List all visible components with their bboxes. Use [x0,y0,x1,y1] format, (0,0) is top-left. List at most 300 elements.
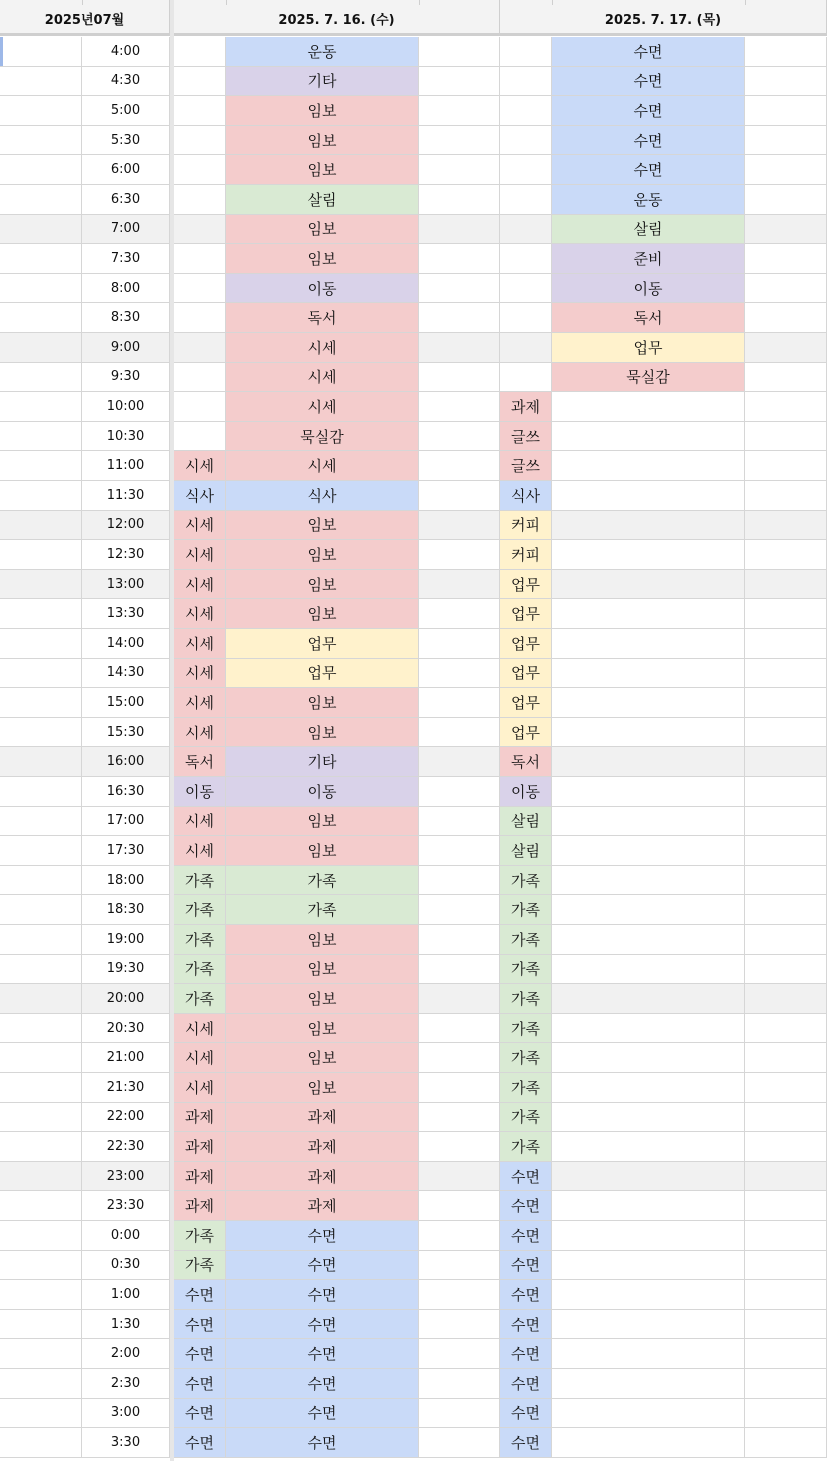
day2-sub-cell[interactable]: 수면 [500,1369,552,1398]
day2-main-cell[interactable] [552,1251,745,1280]
day2-sub-cell[interactable]: 수면 [500,1310,552,1339]
day2-extra-cell[interactable] [745,659,827,688]
time-cell[interactable]: 7:30 [82,244,170,273]
day2-extra-cell[interactable] [745,303,827,332]
time-cell[interactable]: 22:00 [82,1103,170,1132]
day1-main-cell[interactable]: 가족 [226,866,419,895]
time-cell[interactable]: 10:00 [82,392,170,421]
day2-sub-cell[interactable]: 독서 [500,747,552,776]
day2-sub-cell[interactable] [500,96,552,125]
day2-sub-cell[interactable] [500,37,552,66]
day1-extra-cell[interactable] [419,126,500,155]
time-cell[interactable]: 6:00 [82,155,170,184]
day1-extra-cell[interactable] [419,363,500,392]
day2-sub-cell[interactable]: 업무 [500,570,552,599]
time-cell[interactable]: 3:00 [82,1399,170,1428]
header-day1-cell[interactable] [174,0,500,36]
time-cell[interactable]: 23:30 [82,1191,170,1220]
day2-main-cell[interactable] [552,1103,745,1132]
day2-extra-cell[interactable] [745,925,827,954]
blank-cell[interactable] [0,1073,82,1102]
day2-extra-cell[interactable] [745,1280,827,1309]
day2-extra-cell[interactable] [745,392,827,421]
day2-main-cell[interactable] [552,1310,745,1339]
day1-sub-cell[interactable]: 독서 [174,747,226,776]
day2-extra-cell[interactable] [745,1339,827,1368]
day1-sub-cell[interactable]: 가족 [174,866,226,895]
day2-sub-cell[interactable] [500,363,552,392]
day1-extra-cell[interactable] [419,777,500,806]
day1-extra-cell[interactable] [419,1162,500,1191]
day2-sub-cell[interactable]: 수면 [500,1280,552,1309]
day2-extra-cell[interactable] [745,185,827,214]
day2-main-cell[interactable] [552,866,745,895]
day2-extra-cell[interactable] [745,629,827,658]
blank-cell[interactable] [0,185,82,214]
day1-main-cell[interactable]: 수면 [226,1310,419,1339]
day1-main-cell[interactable]: 시세 [226,392,419,421]
day2-main-cell[interactable] [552,747,745,776]
time-cell[interactable]: 17:30 [82,836,170,865]
day1-sub-cell[interactable] [174,303,226,332]
day1-extra-cell[interactable] [419,599,500,628]
day2-extra-cell[interactable] [745,422,827,451]
day1-sub-cell[interactable] [174,155,226,184]
time-cell[interactable]: 16:00 [82,747,170,776]
day2-extra-cell[interactable] [745,363,827,392]
day1-extra-cell[interactable] [419,451,500,480]
blank-cell[interactable] [0,866,82,895]
day2-extra-cell[interactable] [745,599,827,628]
day2-extra-cell[interactable] [745,1014,827,1043]
day1-extra-cell[interactable] [419,1251,500,1280]
day1-sub-cell[interactable]: 가족 [174,984,226,1013]
day1-main-cell[interactable]: 업무 [226,659,419,688]
day2-extra-cell[interactable] [745,1399,827,1428]
day2-extra-cell[interactable] [745,984,827,1013]
time-cell[interactable]: 2:30 [82,1369,170,1398]
day1-sub-cell[interactable]: 가족 [174,925,226,954]
time-cell[interactable]: 9:30 [82,363,170,392]
day2-main-cell[interactable] [552,570,745,599]
time-cell[interactable]: 10:30 [82,422,170,451]
day2-extra-cell[interactable] [745,155,827,184]
blank-cell[interactable] [0,244,82,273]
day2-main-cell[interactable]: 수면 [552,126,745,155]
blank-cell[interactable] [0,215,82,244]
day2-main-cell[interactable] [552,984,745,1013]
blank-cell[interactable] [0,37,82,66]
blank-cell[interactable] [0,392,82,421]
day1-main-cell[interactable]: 임보 [226,570,419,599]
day1-extra-cell[interactable] [419,1339,500,1368]
time-cell[interactable]: 12:30 [82,540,170,569]
day1-extra-cell[interactable] [419,215,500,244]
time-cell[interactable]: 18:30 [82,895,170,924]
time-cell[interactable]: 0:30 [82,1251,170,1280]
day2-extra-cell[interactable] [745,540,827,569]
day2-sub-cell[interactable]: 업무 [500,629,552,658]
day1-main-cell[interactable]: 과제 [226,1162,419,1191]
day2-extra-cell[interactable] [745,1191,827,1220]
day1-main-cell[interactable]: 임보 [226,1043,419,1072]
time-cell[interactable]: 12:00 [82,511,170,540]
day1-sub-cell[interactable]: 수면 [174,1280,226,1309]
blank-cell[interactable] [0,1103,82,1132]
day1-sub-cell[interactable]: 시세 [174,629,226,658]
day1-sub-cell[interactable]: 가족 [174,1221,226,1250]
day1-main-cell[interactable]: 식사 [226,481,419,510]
time-cell[interactable]: 16:30 [82,777,170,806]
blank-cell[interactable] [0,1339,82,1368]
day1-extra-cell[interactable] [419,185,500,214]
day1-main-cell[interactable]: 임보 [226,955,419,984]
time-cell[interactable]: 4:00 [82,37,170,66]
day2-extra-cell[interactable] [745,777,827,806]
day2-sub-cell[interactable]: 수면 [500,1339,552,1368]
day2-main-cell[interactable] [552,836,745,865]
day2-main-cell[interactable] [552,659,745,688]
day2-sub-cell[interactable]: 가족 [500,1103,552,1132]
day2-sub-cell[interactable]: 가족 [500,1043,552,1072]
day1-sub-cell[interactable]: 식사 [174,481,226,510]
day1-extra-cell[interactable] [419,422,500,451]
day1-sub-cell[interactable]: 이동 [174,777,226,806]
blank-cell[interactable] [0,570,82,599]
day1-extra-cell[interactable] [419,1014,500,1043]
day2-extra-cell[interactable] [745,1221,827,1250]
day1-main-cell[interactable]: 임보 [226,511,419,540]
day2-main-cell[interactable]: 수면 [552,96,745,125]
day1-sub-cell[interactable]: 시세 [174,807,226,836]
day1-sub-cell[interactable] [174,244,226,273]
day1-sub-cell[interactable]: 시세 [174,540,226,569]
day2-sub-cell[interactable]: 살림 [500,807,552,836]
time-cell[interactable]: 23:00 [82,1162,170,1191]
day2-extra-cell[interactable] [745,274,827,303]
day2-main-cell[interactable] [552,1428,745,1457]
day2-extra-cell[interactable] [745,1428,827,1457]
blank-cell[interactable] [0,481,82,510]
blank-cell[interactable] [0,451,82,480]
day2-sub-cell[interactable] [500,244,552,273]
day1-sub-cell[interactable]: 수면 [174,1339,226,1368]
blank-cell[interactable] [0,274,82,303]
day1-sub-cell[interactable] [174,422,226,451]
day2-main-cell[interactable] [552,1399,745,1428]
day1-extra-cell[interactable] [419,274,500,303]
day1-extra-cell[interactable] [419,333,500,362]
day2-extra-cell[interactable] [745,747,827,776]
day2-main-cell[interactable] [552,392,745,421]
time-cell[interactable]: 13:30 [82,599,170,628]
day2-main-cell[interactable]: 독서 [552,303,745,332]
blank-cell[interactable] [0,659,82,688]
day1-extra-cell[interactable] [419,984,500,1013]
day2-main-cell[interactable] [552,629,745,658]
time-cell[interactable]: 3:30 [82,1428,170,1457]
day2-main-cell[interactable] [552,511,745,540]
day2-sub-cell[interactable]: 과제 [500,392,552,421]
day1-sub-cell[interactable] [174,333,226,362]
blank-cell[interactable] [0,1043,82,1072]
day1-sub-cell[interactable]: 시세 [174,1073,226,1102]
day2-main-cell[interactable]: 운동 [552,185,745,214]
day1-sub-cell[interactable]: 가족 [174,955,226,984]
blank-cell[interactable] [0,1399,82,1428]
day1-main-cell[interactable]: 독서 [226,303,419,332]
day1-main-cell[interactable]: 살림 [226,185,419,214]
day1-main-cell[interactable]: 묵실감 [226,422,419,451]
day1-extra-cell[interactable] [419,1191,500,1220]
blank-cell[interactable] [0,807,82,836]
day2-sub-cell[interactable]: 가족 [500,866,552,895]
day1-extra-cell[interactable] [419,1428,500,1457]
blank-cell[interactable] [0,540,82,569]
day2-sub-cell[interactable]: 수면 [500,1162,552,1191]
day1-main-cell[interactable]: 기타 [226,67,419,96]
day2-main-cell[interactable] [552,422,745,451]
day2-sub-cell[interactable]: 가족 [500,984,552,1013]
day2-sub-cell[interactable]: 수면 [500,1428,552,1457]
day2-sub-cell[interactable]: 가족 [500,925,552,954]
blank-cell[interactable] [0,333,82,362]
day1-main-cell[interactable]: 임보 [226,540,419,569]
day1-main-cell[interactable]: 시세 [226,451,419,480]
day2-sub-cell[interactable]: 수면 [500,1191,552,1220]
day2-sub-cell[interactable] [500,185,552,214]
blank-cell[interactable] [0,363,82,392]
day1-sub-cell[interactable]: 시세 [174,836,226,865]
day2-main-cell[interactable] [552,481,745,510]
day2-sub-cell[interactable]: 업무 [500,599,552,628]
day1-main-cell[interactable]: 기타 [226,747,419,776]
day1-main-cell[interactable]: 운동 [226,37,419,66]
day1-extra-cell[interactable] [419,37,500,66]
day2-main-cell[interactable] [552,1162,745,1191]
day1-main-cell[interactable]: 수면 [226,1221,419,1250]
day2-main-cell[interactable] [552,1191,745,1220]
day2-main-cell[interactable] [552,1014,745,1043]
day2-extra-cell[interactable] [745,67,827,96]
time-cell[interactable]: 20:30 [82,1014,170,1043]
day2-extra-cell[interactable] [745,333,827,362]
time-cell[interactable]: 6:30 [82,185,170,214]
blank-cell[interactable] [0,511,82,540]
blank-cell[interactable] [0,895,82,924]
time-cell[interactable]: 2:00 [82,1339,170,1368]
time-cell[interactable]: 8:00 [82,274,170,303]
day2-main-cell[interactable]: 살림 [552,215,745,244]
day1-sub-cell[interactable]: 수면 [174,1310,226,1339]
day1-extra-cell[interactable] [419,1043,500,1072]
day2-main-cell[interactable] [552,925,745,954]
header-month-cell[interactable] [0,0,170,36]
blank-cell[interactable] [0,688,82,717]
day1-main-cell[interactable]: 과제 [226,1103,419,1132]
blank-cell[interactable] [0,303,82,332]
day2-main-cell[interactable] [552,599,745,628]
day1-extra-cell[interactable] [419,481,500,510]
day1-sub-cell[interactable]: 시세 [174,718,226,747]
day2-extra-cell[interactable] [745,37,827,66]
day2-extra-cell[interactable] [745,1103,827,1132]
day1-main-cell[interactable]: 임보 [226,718,419,747]
time-cell[interactable]: 4:30 [82,67,170,96]
day2-main-cell[interactable] [552,540,745,569]
time-cell[interactable]: 9:00 [82,333,170,362]
day1-main-cell[interactable]: 임보 [226,215,419,244]
day2-extra-cell[interactable] [745,718,827,747]
blank-cell[interactable] [0,777,82,806]
blank-cell[interactable] [0,629,82,658]
day1-extra-cell[interactable] [419,688,500,717]
day2-main-cell[interactable] [552,1073,745,1102]
time-cell[interactable]: 20:00 [82,984,170,1013]
blank-cell[interactable] [0,1221,82,1250]
day2-sub-cell[interactable] [500,215,552,244]
day2-extra-cell[interactable] [745,836,827,865]
blank-cell[interactable] [0,1310,82,1339]
day1-sub-cell[interactable]: 가족 [174,895,226,924]
day1-sub-cell[interactable]: 가족 [174,1251,226,1280]
day1-extra-cell[interactable] [419,96,500,125]
day1-main-cell[interactable]: 과제 [226,1132,419,1161]
time-cell[interactable]: 8:30 [82,303,170,332]
day1-extra-cell[interactable] [419,747,500,776]
day2-extra-cell[interactable] [745,866,827,895]
day1-main-cell[interactable]: 임보 [226,599,419,628]
day2-sub-cell[interactable]: 이동 [500,777,552,806]
day2-extra-cell[interactable] [745,1310,827,1339]
day2-extra-cell[interactable] [745,1043,827,1072]
blank-cell[interactable] [0,1251,82,1280]
day2-main-cell[interactable] [552,1043,745,1072]
time-cell[interactable]: 15:00 [82,688,170,717]
day1-main-cell[interactable]: 임보 [226,836,419,865]
day1-extra-cell[interactable] [419,570,500,599]
day1-sub-cell[interactable]: 시세 [174,451,226,480]
blank-cell[interactable] [0,1280,82,1309]
time-cell[interactable]: 5:00 [82,96,170,125]
day1-sub-cell[interactable] [174,185,226,214]
day1-sub-cell[interactable] [174,126,226,155]
day2-main-cell[interactable]: 수면 [552,37,745,66]
time-cell[interactable]: 21:00 [82,1043,170,1072]
time-cell[interactable]: 14:00 [82,629,170,658]
day2-sub-cell[interactable]: 글쓰 [500,451,552,480]
day2-sub-cell[interactable] [500,155,552,184]
day2-sub-cell[interactable]: 가족 [500,955,552,984]
day1-extra-cell[interactable] [419,1369,500,1398]
day1-sub-cell[interactable]: 과제 [174,1162,226,1191]
day1-main-cell[interactable]: 임보 [226,96,419,125]
day1-main-cell[interactable]: 임보 [226,155,419,184]
header-day2-cell[interactable] [500,0,827,36]
day2-extra-cell[interactable] [745,807,827,836]
day2-sub-cell[interactable]: 수면 [500,1251,552,1280]
day1-extra-cell[interactable] [419,718,500,747]
blank-cell[interactable] [0,925,82,954]
time-cell[interactable]: 11:30 [82,481,170,510]
day1-extra-cell[interactable] [419,836,500,865]
day1-main-cell[interactable]: 시세 [226,363,419,392]
day2-extra-cell[interactable] [745,215,827,244]
day1-sub-cell[interactable]: 시세 [174,599,226,628]
blank-cell[interactable] [0,126,82,155]
day1-sub-cell[interactable]: 수면 [174,1428,226,1457]
day1-extra-cell[interactable] [419,303,500,332]
day2-sub-cell[interactable] [500,303,552,332]
day2-sub-cell[interactable] [500,126,552,155]
day1-main-cell[interactable]: 가족 [226,895,419,924]
day2-sub-cell[interactable]: 업무 [500,718,552,747]
day1-sub-cell[interactable]: 시세 [174,688,226,717]
day2-sub-cell[interactable]: 업무 [500,688,552,717]
time-cell[interactable]: 18:00 [82,866,170,895]
day2-extra-cell[interactable] [745,895,827,924]
day1-sub-cell[interactable] [174,392,226,421]
day2-sub-cell[interactable]: 가족 [500,895,552,924]
time-cell[interactable]: 22:30 [82,1132,170,1161]
day2-sub-cell[interactable]: 커피 [500,540,552,569]
blank-cell[interactable] [0,747,82,776]
day2-extra-cell[interactable] [745,126,827,155]
day2-sub-cell[interactable]: 살림 [500,836,552,865]
day1-extra-cell[interactable] [419,511,500,540]
day1-main-cell[interactable]: 수면 [226,1428,419,1457]
day1-extra-cell[interactable] [419,1221,500,1250]
blank-cell[interactable] [0,1191,82,1220]
day1-sub-cell[interactable] [174,96,226,125]
blank-cell[interactable] [0,984,82,1013]
day2-main-cell[interactable] [552,807,745,836]
day1-extra-cell[interactable] [419,1103,500,1132]
day2-main-cell[interactable] [552,955,745,984]
day1-sub-cell[interactable] [174,215,226,244]
day1-sub-cell[interactable]: 시세 [174,659,226,688]
blank-cell[interactable] [0,1369,82,1398]
day1-main-cell[interactable]: 수면 [226,1280,419,1309]
blank-cell[interactable] [0,96,82,125]
time-cell[interactable]: 11:00 [82,451,170,480]
day2-sub-cell[interactable] [500,274,552,303]
day2-sub-cell[interactable]: 가족 [500,1014,552,1043]
day1-main-cell[interactable]: 임보 [226,925,419,954]
day2-sub-cell[interactable]: 수면 [500,1221,552,1250]
day2-extra-cell[interactable] [745,481,827,510]
blank-cell[interactable] [0,422,82,451]
day2-extra-cell[interactable] [745,244,827,273]
day2-sub-cell[interactable]: 가족 [500,1132,552,1161]
day1-main-cell[interactable]: 임보 [226,1014,419,1043]
day2-main-cell[interactable] [552,451,745,480]
time-cell[interactable]: 5:30 [82,126,170,155]
day2-main-cell[interactable]: 수면 [552,67,745,96]
day1-main-cell[interactable]: 수면 [226,1339,419,1368]
day1-extra-cell[interactable] [419,67,500,96]
day1-extra-cell[interactable] [419,244,500,273]
day2-sub-cell[interactable]: 커피 [500,511,552,540]
day1-extra-cell[interactable] [419,1132,500,1161]
day1-extra-cell[interactable] [419,1310,500,1339]
time-cell[interactable]: 17:00 [82,807,170,836]
blank-cell[interactable] [0,718,82,747]
day2-extra-cell[interactable] [745,451,827,480]
time-cell[interactable]: 15:30 [82,718,170,747]
day1-extra-cell[interactable] [419,629,500,658]
day1-extra-cell[interactable] [419,1280,500,1309]
